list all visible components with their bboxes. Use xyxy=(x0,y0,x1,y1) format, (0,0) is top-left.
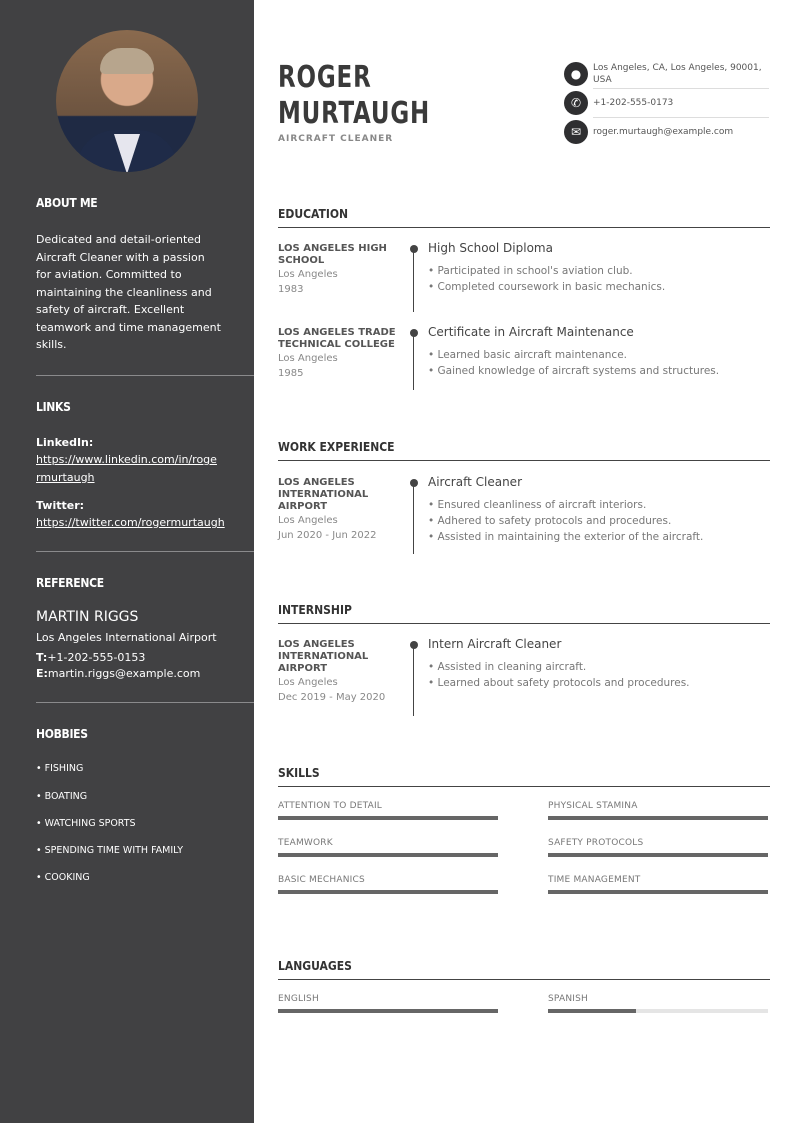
education-heading: EDUCATION xyxy=(278,207,770,228)
twitter-link[interactable]: https://twitter.com/rogermurtaugh xyxy=(36,516,225,529)
skill-bar xyxy=(278,816,498,820)
divider xyxy=(36,702,254,703)
reference-phone: +1-202-555-0153 xyxy=(47,651,146,664)
linkedin-link[interactable]: https://www.linkedin.com/in/rogermurtaugh xyxy=(36,453,217,484)
skill xyxy=(548,838,768,857)
phone-icon: ✆ xyxy=(564,91,588,115)
internship-heading: INTERNSHIP xyxy=(278,603,770,624)
job-title: AIRCRAFT CLEANER xyxy=(278,134,394,144)
contact-email: roger.murtaugh@example.com xyxy=(593,127,734,137)
email-label: E: xyxy=(36,667,48,680)
language xyxy=(278,994,498,1013)
about-text: Dedicated and detail-oriented Aircraft Cleaner with a passion for aviation. Committed to maintaining the cleanliness and safety of aircraft. Excellent teamwork and time management skills. xyxy=(36,233,221,351)
hobby-item: • SPENDING TIME WITH FAMILY xyxy=(36,845,184,856)
skill-bar xyxy=(548,890,768,894)
reference-heading: REFERENCE xyxy=(36,576,104,590)
skill xyxy=(278,801,498,820)
contact-address: Los Angeles, CA, Los Angeles, 90001, USA xyxy=(593,63,762,85)
hobby-item: • COOKING xyxy=(36,872,90,883)
skill xyxy=(278,875,498,894)
skill-bar xyxy=(278,890,498,894)
contact-phone: +1-202-555-0173 xyxy=(593,98,674,108)
linkedin-label: LinkedIn: xyxy=(36,436,94,449)
work-heading: WORK EXPERIENCE xyxy=(278,440,770,461)
hobby-item: • WATCHING SPORTS xyxy=(36,818,136,829)
language-bar xyxy=(548,1009,768,1013)
skill-bar xyxy=(548,853,768,857)
skill-label: BASIC MECHANICS xyxy=(278,875,365,885)
about-heading: ABOUT ME xyxy=(36,196,98,210)
divider xyxy=(36,375,254,376)
language-label: SPANISH xyxy=(548,994,588,1004)
language-label: ENGLISH xyxy=(278,994,319,1004)
skill-label: PHYSICAL STAMINA xyxy=(548,801,638,811)
sidebar xyxy=(0,0,254,1123)
email-icon: ✉ xyxy=(564,120,588,144)
skill xyxy=(548,801,768,820)
divider xyxy=(36,551,254,552)
twitter-label: Twitter: xyxy=(36,499,85,512)
hobby-item: • BOATING xyxy=(36,791,88,802)
skill-label: TIME MANAGEMENT xyxy=(548,875,641,885)
links-heading: LINKS xyxy=(36,400,71,414)
languages-heading: LANGUAGES xyxy=(278,959,770,980)
location-icon: ● xyxy=(564,62,588,86)
skill-bar xyxy=(278,853,498,857)
candidate-name: ROGER MURTAUGH xyxy=(278,60,431,131)
language xyxy=(548,994,768,1013)
reference-email: martin.riggs@example.com xyxy=(47,667,201,680)
phone-label: T: xyxy=(36,651,48,664)
job-role: Intern Aircraft Cleaner xyxy=(428,637,562,651)
skill xyxy=(278,838,498,857)
hobbies-heading: HOBBIES xyxy=(36,727,88,741)
degree: High School Diploma xyxy=(428,241,553,255)
profile-photo xyxy=(56,30,198,172)
job-role: Aircraft Cleaner xyxy=(428,475,523,489)
hobby-item: • FISHING xyxy=(36,763,84,774)
skills-heading: SKILLS xyxy=(278,766,770,787)
degree: Certificate in Aircraft Maintenance xyxy=(428,325,634,339)
skill-label: ATTENTION TO DETAIL xyxy=(278,801,383,811)
language-bar xyxy=(278,1009,498,1013)
skill xyxy=(548,875,768,894)
skill-bar xyxy=(548,816,768,820)
reference-name: MARTIN RIGGS xyxy=(36,609,139,625)
skill-label: TEAMWORK xyxy=(278,838,333,848)
skill-label: SAFETY PROTOCOLS xyxy=(548,838,644,848)
reference-org: Los Angeles International Airport xyxy=(36,631,217,644)
